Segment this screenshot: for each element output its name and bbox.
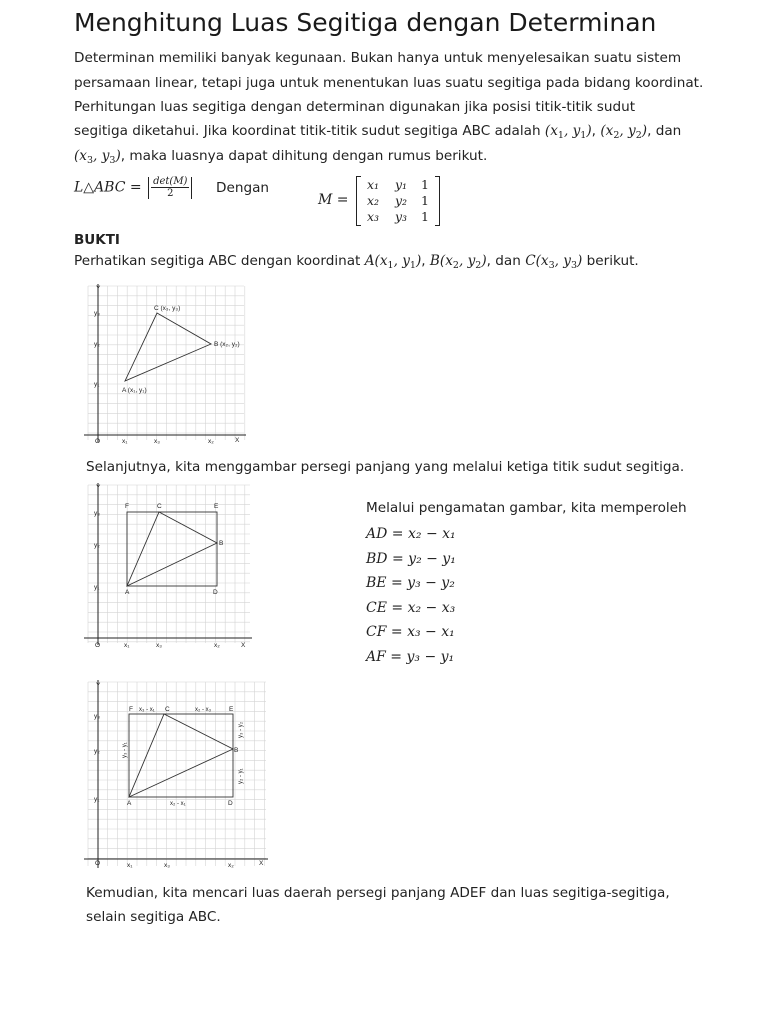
matrix-cell: 1 xyxy=(421,193,429,208)
page-title: Menghitung Luas Segitiga dengan Determinan xyxy=(74,8,657,37)
coord-3: ($x_3$, $y_3$) xyxy=(74,148,121,166)
intro-line4-text: segitiga diketahui. Jika koordinat titik-titik sudut segitiga ABC adalah xyxy=(74,123,541,139)
equation: AD = x₂ − x₁ xyxy=(366,526,456,542)
matrix-cell: y₁ xyxy=(395,177,408,192)
bukti-end: berikut. xyxy=(586,253,639,269)
eq-lhs: AF xyxy=(366,648,386,665)
dengan-label: Dengan xyxy=(216,180,270,196)
y-tick: y₂ xyxy=(94,542,100,549)
label-d: D xyxy=(228,800,233,807)
y-tick: y₃ xyxy=(94,713,100,720)
segment-ad-label: x₂ - x₁ xyxy=(170,801,186,807)
label-c: C xyxy=(165,706,170,713)
eq-rhs: y₃ − y₂ xyxy=(407,575,455,591)
equation: CF = x₃ − x₁ xyxy=(366,624,455,640)
x-tick: x₁ xyxy=(122,438,128,445)
segment-bd-label: y₂ - y₁ xyxy=(238,768,244,784)
bukti-and: , dan xyxy=(486,253,521,269)
y-tick: y₂ xyxy=(94,748,100,755)
intro-line xyxy=(74,144,704,174)
y-tick: y₃ xyxy=(94,510,100,517)
label-b: B xyxy=(234,747,239,754)
label-d: D xyxy=(213,589,218,596)
label-a: A xyxy=(125,589,130,596)
eq-rhs: x₂ − x₁ xyxy=(407,526,456,542)
x-tick: x₁ xyxy=(127,862,133,869)
equation: BE = y₃ − y₂ xyxy=(366,575,455,591)
matrix-cell: 1 xyxy=(421,209,429,224)
formula-fraction xyxy=(151,176,189,199)
equation: BD = y₂ − y₁ xyxy=(366,550,456,567)
y-tick: y₁ xyxy=(94,381,100,388)
matrix-cell: y₂ xyxy=(395,193,408,208)
formula-numerator: det(M) xyxy=(153,176,188,187)
label-b: B (x₂, y₂) xyxy=(214,341,240,348)
matrix-label: M = xyxy=(318,192,349,208)
axis-y-label: Y xyxy=(96,484,101,491)
x-tick: x₂ xyxy=(214,642,220,649)
triangle-abc xyxy=(129,714,233,797)
x-tick: x₂ xyxy=(228,862,234,869)
triangle-abc xyxy=(127,512,217,586)
intro-line: persamaan linear, tetapi juga untuk menentukan luas suatu segitiga pada bidang koordinat. xyxy=(74,75,704,91)
formula-lhs: L△ABC = xyxy=(74,179,142,196)
x-tick: x₂ xyxy=(208,438,214,445)
triangle-abc xyxy=(125,313,211,381)
eq-rhs: y₂ − y₁ xyxy=(408,550,456,567)
y-tick: y₁ xyxy=(94,584,100,591)
label-e: E xyxy=(229,706,234,713)
label-c: C (x₃, y₃) xyxy=(154,305,181,312)
label-b: B xyxy=(219,540,224,547)
segment-ce-label: x₂ - x₃ xyxy=(195,707,212,713)
label-f: F xyxy=(125,503,129,510)
y-tick: y₁ xyxy=(94,796,100,803)
segment-fc-label: x₃ - x₁ xyxy=(139,707,155,713)
x-tick: x₃ xyxy=(164,862,170,869)
rectangle-adef xyxy=(129,714,233,797)
figure-rectangle xyxy=(84,481,254,651)
grid-lines xyxy=(88,485,250,643)
label-a: A xyxy=(127,800,132,807)
equation: AF = y₃ − y₁ xyxy=(366,648,455,665)
intro-line: Perhitungan luas segitiga dengan determinan digunakan jika posisi titik-titik sudut xyxy=(74,99,636,115)
y-tick: y₂ xyxy=(94,341,100,348)
origin-label: O xyxy=(95,860,101,867)
closing-line: Kemudian, kita mencari luas daerah persegi panjang ADEF dan luas segitiga-segitiga, xyxy=(86,885,670,901)
axis-x-label: X xyxy=(235,437,240,444)
label-c: C xyxy=(157,503,162,510)
intro-line5-text: , maka luasnya dapat dihitung dengan rumus berikut. xyxy=(120,148,488,164)
axis-x-label: X xyxy=(259,860,264,867)
matrix-grid xyxy=(367,177,435,225)
matrix-cell: x₃ xyxy=(367,209,380,224)
text-rectangle: Selanjutnya, kita menggambar persegi panjang yang melalui ketiga titik sudut segitiga. xyxy=(86,459,685,475)
equation-list xyxy=(366,522,456,669)
eq-lhs: CE xyxy=(366,599,387,616)
matrix-cell: y₃ xyxy=(395,209,408,224)
matrix-brackets xyxy=(356,176,440,226)
eq-rhs: y₃ − y₁ xyxy=(406,648,455,665)
figure-rectangle-segments xyxy=(84,678,270,874)
area-formula xyxy=(74,176,194,199)
observation-intro: Melalui pengamatan gambar, kita memperoleh xyxy=(366,500,687,516)
point-a: $A(x_1$, $y_1$) xyxy=(364,253,422,271)
formula-denominator: 2 xyxy=(167,188,174,199)
bukti-start: Perhatikan segitiga ABC dengan koordinat xyxy=(74,253,361,269)
x-tick: x₃ xyxy=(156,642,162,649)
figure-triangle xyxy=(84,282,248,448)
eq-lhs: AD xyxy=(366,526,388,542)
axis-x-label: X xyxy=(241,642,246,649)
segment-af-label: y₃ - y₁ xyxy=(122,742,128,758)
intro-and: , dan xyxy=(647,123,682,139)
bukti-heading: BUKTI xyxy=(74,232,120,248)
axis-y-label: Y xyxy=(96,682,101,689)
matrix-cell: 1 xyxy=(421,177,429,192)
origin-label: O xyxy=(95,642,101,649)
segment-be-label: y₃ - y₂ xyxy=(238,721,244,738)
eq-lhs: BE xyxy=(366,575,387,591)
closing-line: selain segitiga ABC. xyxy=(86,909,221,925)
equation: CE = x₂ − x₃ xyxy=(366,599,456,616)
origin-label: O xyxy=(95,438,101,445)
coord-1: ($x_1$, $y_1$) xyxy=(544,123,592,141)
label-a: A (x₁, y₁) xyxy=(122,387,147,394)
eq-rhs: x₂ − x₃ xyxy=(407,599,456,616)
bukti-sentence: Perhatikan segitiga ABC dengan koordinat $A(x_1$, $y_1$), $B(x_2$, $y_2$), dan $C(x_3$, $y_3$) berikut. xyxy=(74,253,639,271)
y-tick: y₃ xyxy=(94,310,100,317)
axis-y-label: Y xyxy=(96,285,101,292)
matrix-cell: x₂ xyxy=(367,193,380,208)
coord-2: ($x_2$, $y_2$) xyxy=(600,123,648,141)
point-b: $B(x_2$, $y_2$) xyxy=(429,253,487,271)
matrix-cell: x₁ xyxy=(367,177,380,192)
x-tick: x₁ xyxy=(124,642,130,649)
intro-line: Determinan memiliki banyak kegunaan. Bukan hanya untuk menyelesaikan suatu sistem xyxy=(74,50,682,66)
eq-lhs: CF xyxy=(366,624,387,640)
intro-line: segitiga diketahui. Jika koordinat titik-titik sudut segitiga ABC adalah ($x_1$, $y_1$), ($x_2$, $y_2$), dan xyxy=(74,123,682,141)
eq-lhs: BD xyxy=(366,550,388,567)
point-c: $C(x_3$, $y_3$) xyxy=(525,253,583,271)
label-e: E xyxy=(214,503,219,510)
x-tick: x₃ xyxy=(154,438,160,445)
label-f: F xyxy=(129,706,133,713)
eq-rhs: x₃ − x₁ xyxy=(407,624,455,640)
